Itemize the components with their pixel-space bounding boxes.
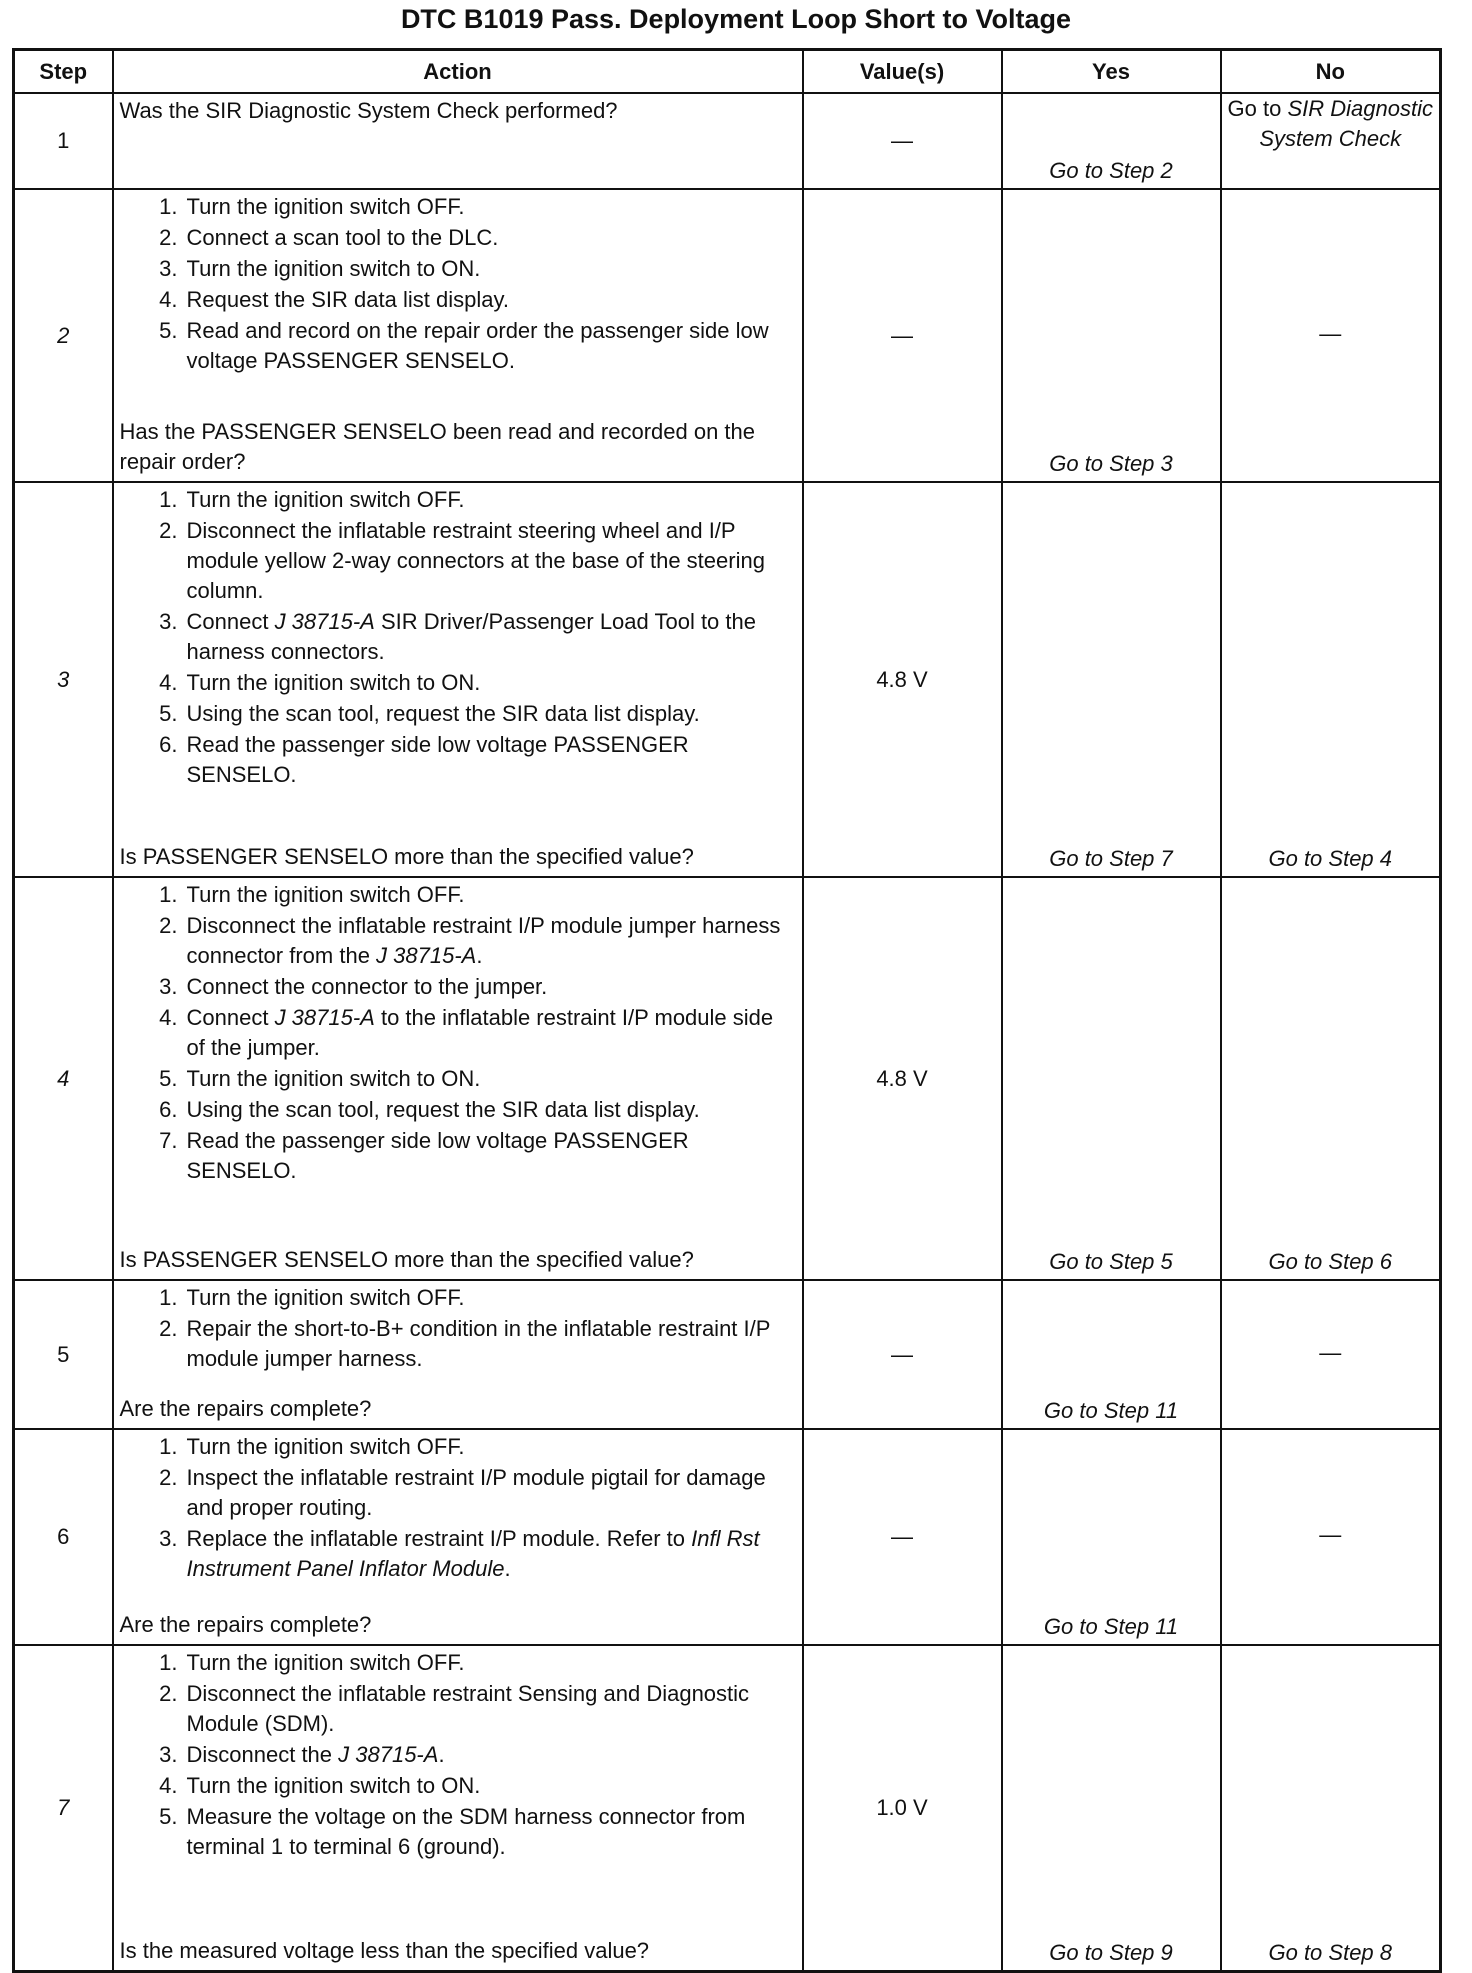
action-step-text: Replace the inflatable restraint I/P module. Refer to [186, 1526, 692, 1551]
action-step-number: 5. [159, 701, 178, 726]
action-cell [113, 1280, 803, 1429]
action-step-text: Turn the ignition switch OFF. [186, 1650, 465, 1675]
action-step-text: Turn the ignition switch OFF. [186, 487, 465, 512]
action-step [114, 972, 802, 1002]
action-step [114, 1648, 802, 1678]
yes-result: Go to Step 11 [1002, 1429, 1221, 1645]
action-cell [113, 1429, 803, 1645]
specified-value: — [803, 93, 1002, 189]
action-step-number: 3. [159, 1742, 178, 1767]
action-step-text: Disconnect the inflatable restraint Sensing and Diagnostic Module (SDM). [186, 1681, 750, 1736]
action-step-text: Disconnect the inflatable restraint I/P module jumper harness connector from the [186, 913, 781, 968]
action-step [114, 1314, 802, 1374]
action-step-text: . [504, 1556, 511, 1581]
action-question: Is PASSENGER SENSELO more than the specified value? [119, 1247, 694, 1272]
action-step-number: 2. [159, 913, 178, 938]
table-row [14, 482, 1441, 877]
action-steps-list [114, 1430, 802, 1584]
action-step-number: 1. [159, 487, 178, 512]
action-step-number: 4. [159, 287, 178, 312]
action-step-number: 1. [159, 194, 178, 219]
action-steps-list [114, 1646, 802, 1862]
page-title: DTC B1019 Pass. Deployment Loop Short to Voltage [400, 4, 1072, 34]
action-step-text: Read and record on the repair order the passenger side low voltage PASSENGER SENSELO. [186, 318, 769, 373]
action-step-text: Turn the ignition switch to ON. [186, 1773, 481, 1798]
action-step-number: 4. [159, 1005, 178, 1030]
action-step [114, 223, 802, 253]
action-step [114, 254, 802, 284]
action-step-text: to the inflatable restraint I/P module side of the jumper. [186, 1005, 774, 1060]
table-row [14, 93, 1441, 189]
action-step-text: Turn the ignition switch to ON. [186, 256, 481, 281]
action-step-number: 7. [159, 1128, 178, 1153]
action-step-text: SIR Driver/Passenger Load Tool to the harness connectors. [186, 609, 756, 664]
tool-reference: Infl Rst Instrument Panel Inflator Module [186, 1526, 760, 1581]
action-step-text: Connect [186, 609, 275, 634]
diagnostic-table [12, 48, 1442, 1973]
action-step [114, 516, 802, 606]
action-step [114, 192, 802, 222]
step-number: 1 [14, 93, 113, 189]
action-content [114, 1430, 802, 1642]
action-step [114, 668, 802, 698]
action-step-text: Turn the ignition switch OFF. [186, 194, 465, 219]
step-number: 3 [14, 482, 113, 877]
action-step-text: Turn the ignition switch OFF. [186, 882, 465, 907]
specified-value: 4.8 V [803, 877, 1002, 1280]
action-cell [113, 1645, 803, 1971]
action-step-number: 1. [159, 1650, 178, 1675]
action-step-number: 2. [159, 1316, 178, 1341]
action-step-number: 4. [159, 670, 178, 695]
action-step-number: 2. [159, 518, 178, 543]
header-action: Action [113, 50, 803, 94]
no-result: — [1221, 1280, 1441, 1429]
action-content [114, 94, 802, 186]
action-step-number: 1. [159, 1285, 178, 1310]
action-step [114, 1679, 802, 1739]
action-step [114, 1771, 802, 1801]
header-no: No [1221, 50, 1441, 94]
action-step-text: Disconnect the [186, 1742, 339, 1767]
action-step-text: Disconnect the inflatable restraint steering wheel and I/P module yellow 2-way connectors at the base of the steering column. [186, 518, 765, 603]
action-step [114, 607, 802, 667]
action-step-text: Turn the ignition switch to ON. [186, 670, 481, 695]
specified-value: 4.8 V [803, 482, 1002, 877]
action-content [114, 1646, 802, 1968]
action-step [114, 285, 802, 315]
action-cell [113, 482, 803, 877]
action-step-text: . [476, 943, 483, 968]
action-step [114, 316, 802, 376]
action-step-number: 5. [159, 318, 178, 343]
step-number: 6 [14, 1429, 113, 1645]
action-step-number: 4. [159, 1773, 178, 1798]
yes-result: Go to Step 11 [1002, 1280, 1221, 1429]
action-step [114, 1802, 802, 1862]
header-step: Step [14, 50, 113, 94]
step-number: 7 [14, 1645, 113, 1971]
tool-reference: J 38715-A [376, 943, 477, 968]
step-number: 5 [14, 1280, 113, 1429]
action-steps-list [114, 190, 802, 376]
action-step [114, 1463, 802, 1523]
step-number: 2 [14, 189, 113, 482]
step-number: 4 [14, 877, 113, 1280]
specified-value: — [803, 1429, 1002, 1645]
action-question: Are the repairs complete? [119, 1612, 372, 1637]
action-steps-list [114, 483, 802, 790]
action-step-text: Connect [186, 1005, 275, 1030]
action-content [114, 878, 802, 1277]
action-step [114, 911, 802, 971]
action-step [114, 880, 802, 910]
action-step [114, 485, 802, 515]
header-values: Value(s) [803, 50, 1002, 94]
action-step-number: 5. [159, 1066, 178, 1091]
action-step-text: Inspect the inflatable restraint I/P module pigtail for damage and proper routing. [186, 1465, 766, 1520]
action-question: Was the SIR Diagnostic System Check performed? [119, 98, 618, 123]
specified-value: 1.0 V [803, 1645, 1002, 1971]
table-row [14, 1280, 1441, 1429]
action-question: Is the measured voltage less than the specified value? [119, 1938, 650, 1963]
action-content [114, 1281, 802, 1426]
action-step [114, 1740, 802, 1770]
action-step-text: Connect a scan tool to the DLC. [186, 225, 499, 250]
yes-result: Go to Step 2 [1002, 93, 1221, 189]
action-step-number: 6. [159, 1097, 178, 1122]
action-step [114, 1524, 802, 1584]
action-content [114, 190, 802, 479]
action-step-number: 3. [159, 1526, 178, 1551]
action-steps-list [114, 1281, 802, 1374]
action-step-text: Turn the ignition switch to ON. [186, 1066, 481, 1091]
table-header-row [14, 50, 1441, 94]
action-step-text: Read the passenger side low voltage PASSENGER SENSELO. [186, 1128, 689, 1183]
yes-result: Go to Step 5 [1002, 877, 1221, 1280]
action-step-text: Measure the voltage on the SDM harness connector from terminal 1 to terminal 6 (ground). [186, 1804, 746, 1859]
action-step [114, 730, 802, 790]
action-step-text: Read the passenger side low voltage PASSENGER SENSELO. [186, 732, 689, 787]
specified-value: — [803, 1280, 1002, 1429]
yes-result: Go to Step 9 [1002, 1645, 1221, 1971]
yes-result: Go to Step 7 [1002, 482, 1221, 877]
action-step-number: 1. [159, 1434, 178, 1459]
table-row [14, 1645, 1441, 1971]
action-cell [113, 877, 803, 1280]
action-step [114, 1432, 802, 1462]
no-result: Go to Step 6 [1221, 877, 1441, 1280]
action-step-text: . [438, 1742, 445, 1767]
action-step [114, 1126, 802, 1186]
action-question: Is PASSENGER SENSELO more than the specified value? [119, 844, 694, 869]
no-result: — [1221, 189, 1441, 482]
action-cell [113, 93, 803, 189]
action-cell [113, 189, 803, 482]
action-step-text: Connect the connector to the jumper. [186, 974, 548, 999]
no-result: Go to Step 4 [1221, 482, 1441, 877]
action-step-number: 5. [159, 1804, 178, 1829]
action-step-text: Using the scan tool, request the SIR data list display. [186, 1097, 700, 1122]
table-row [14, 877, 1441, 1280]
action-question: Has the PASSENGER SENSELO been read and recorded on the repair order? [119, 419, 756, 474]
no-result: — [1221, 1429, 1441, 1645]
no-result: Go to Step 8 [1221, 1645, 1441, 1971]
tool-reference: J 38715-A [338, 1742, 439, 1767]
action-step-number: 2. [159, 1681, 178, 1706]
action-step-number: 1. [159, 882, 178, 907]
action-step [114, 1283, 802, 1313]
action-step [114, 1064, 802, 1094]
no-result [1221, 93, 1441, 189]
action-step-text: Turn the ignition switch OFF. [186, 1434, 465, 1459]
table-row [14, 189, 1441, 482]
action-step [114, 1003, 802, 1063]
no-result-prefix: Go to [1227, 96, 1288, 121]
action-question: Are the repairs complete? [119, 1396, 372, 1421]
action-step-number: 3. [159, 609, 178, 634]
action-step-number: 2. [159, 1465, 178, 1490]
no-result-link: SIR Diagnostic System Check [1259, 96, 1433, 151]
action-step-number: 3. [159, 974, 178, 999]
action-steps-list [114, 878, 802, 1186]
tool-reference: J 38715-A [274, 609, 375, 634]
specified-value: — [803, 189, 1002, 482]
yes-result: Go to Step 3 [1002, 189, 1221, 482]
action-step-number: 6. [159, 732, 178, 757]
action-step-number: 3. [159, 256, 178, 281]
tool-reference: J 38715-A [274, 1005, 375, 1030]
table-row [14, 1429, 1441, 1645]
action-content [114, 483, 802, 874]
action-step [114, 1095, 802, 1125]
action-step-text: Request the SIR data list display. [186, 287, 509, 312]
action-step-text: Using the scan tool, request the SIR data list display. [186, 701, 700, 726]
action-step-text: Turn the ignition switch OFF. [186, 1285, 465, 1310]
action-step-number: 2. [159, 225, 178, 250]
action-step [114, 699, 802, 729]
header-yes: Yes [1002, 50, 1221, 94]
action-step-text: Repair the short-to-B+ condition in the inflatable restraint I/P module jumper harness. [186, 1316, 771, 1371]
